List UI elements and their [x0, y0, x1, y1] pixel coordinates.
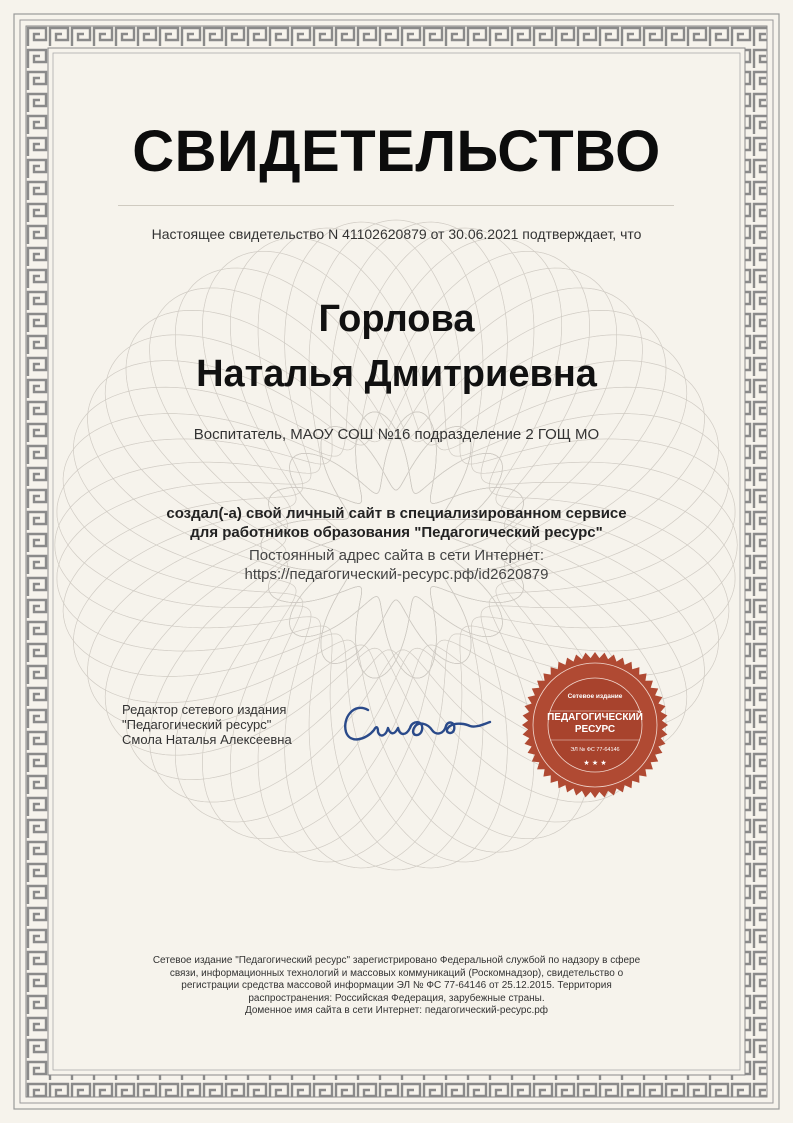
certificate-title: СВИДЕТЕЛЬСТВО — [132, 119, 661, 184]
certificate-intro: Настоящее свидетельство N 41102620879 от 30.06.2021 подтверждает, что — [151, 226, 642, 242]
footer-line-1: Сетевое издание "Педагогический ресурс" зарегистрировано Федеральной службой по надзору в сфере — [152, 955, 641, 966]
editor-title: Редактор сетевого издания — [122, 702, 287, 717]
footer-line-3: регистрации средства массовой информации ЭЛ № ФС 77-64146 от 25.12.2015. Территория — [181, 980, 612, 991]
footer-line-2: связи, информационных технологий и массовых коммуникаций (Роскомнадзор), свидетельство о — [169, 967, 624, 979]
footer-line-5: Доменное имя сайта в сети Интернет: педагогический-ресурс.рф — [244, 1005, 549, 1016]
seal-top-text: Сетевое издание — [567, 693, 623, 700]
site-address-url: https://педагогический-ресурс.рф/id2620879 — [244, 566, 549, 583]
seal-name-line-1: ПЕДАГОГИЧЕСКИЙ — [547, 712, 643, 723]
achievement-line-1: создал(-а) свой личный сайт в специализированном сервисе — [166, 505, 627, 522]
signature — [340, 696, 500, 756]
achievement-line-2: для работников образования "Педагогический ресурс" — [190, 524, 603, 541]
seal-stars-icon: ★ ★ ★ — [583, 759, 607, 767]
editor-name: Смола Наталья Алексеевна — [122, 732, 292, 747]
editor-block — [122, 702, 292, 747]
registration-footer — [100, 955, 693, 1018]
seal-name-line-2: РЕСУРС — [574, 724, 616, 735]
footer-line-4: распространения: Российская Федерация, зарубежные страны. — [248, 992, 545, 1004]
site-address-label: Постоянный адрес сайта в сети Интернет: — [248, 547, 545, 564]
recipient-position: Воспитатель, МАОУ СОШ №16 подразделение 2 ГОЩ МО — [193, 426, 600, 443]
recipient-given-names: Наталья Дмитриевна — [196, 353, 597, 395]
title-divider — [118, 205, 674, 206]
seal-reg-number: ЭЛ № ФС 77-64146 — [570, 747, 620, 753]
publication-seal — [520, 650, 670, 800]
editor-publication: "Педагогический ресурс" — [122, 717, 272, 732]
recipient-surname: Горлова — [318, 298, 475, 340]
